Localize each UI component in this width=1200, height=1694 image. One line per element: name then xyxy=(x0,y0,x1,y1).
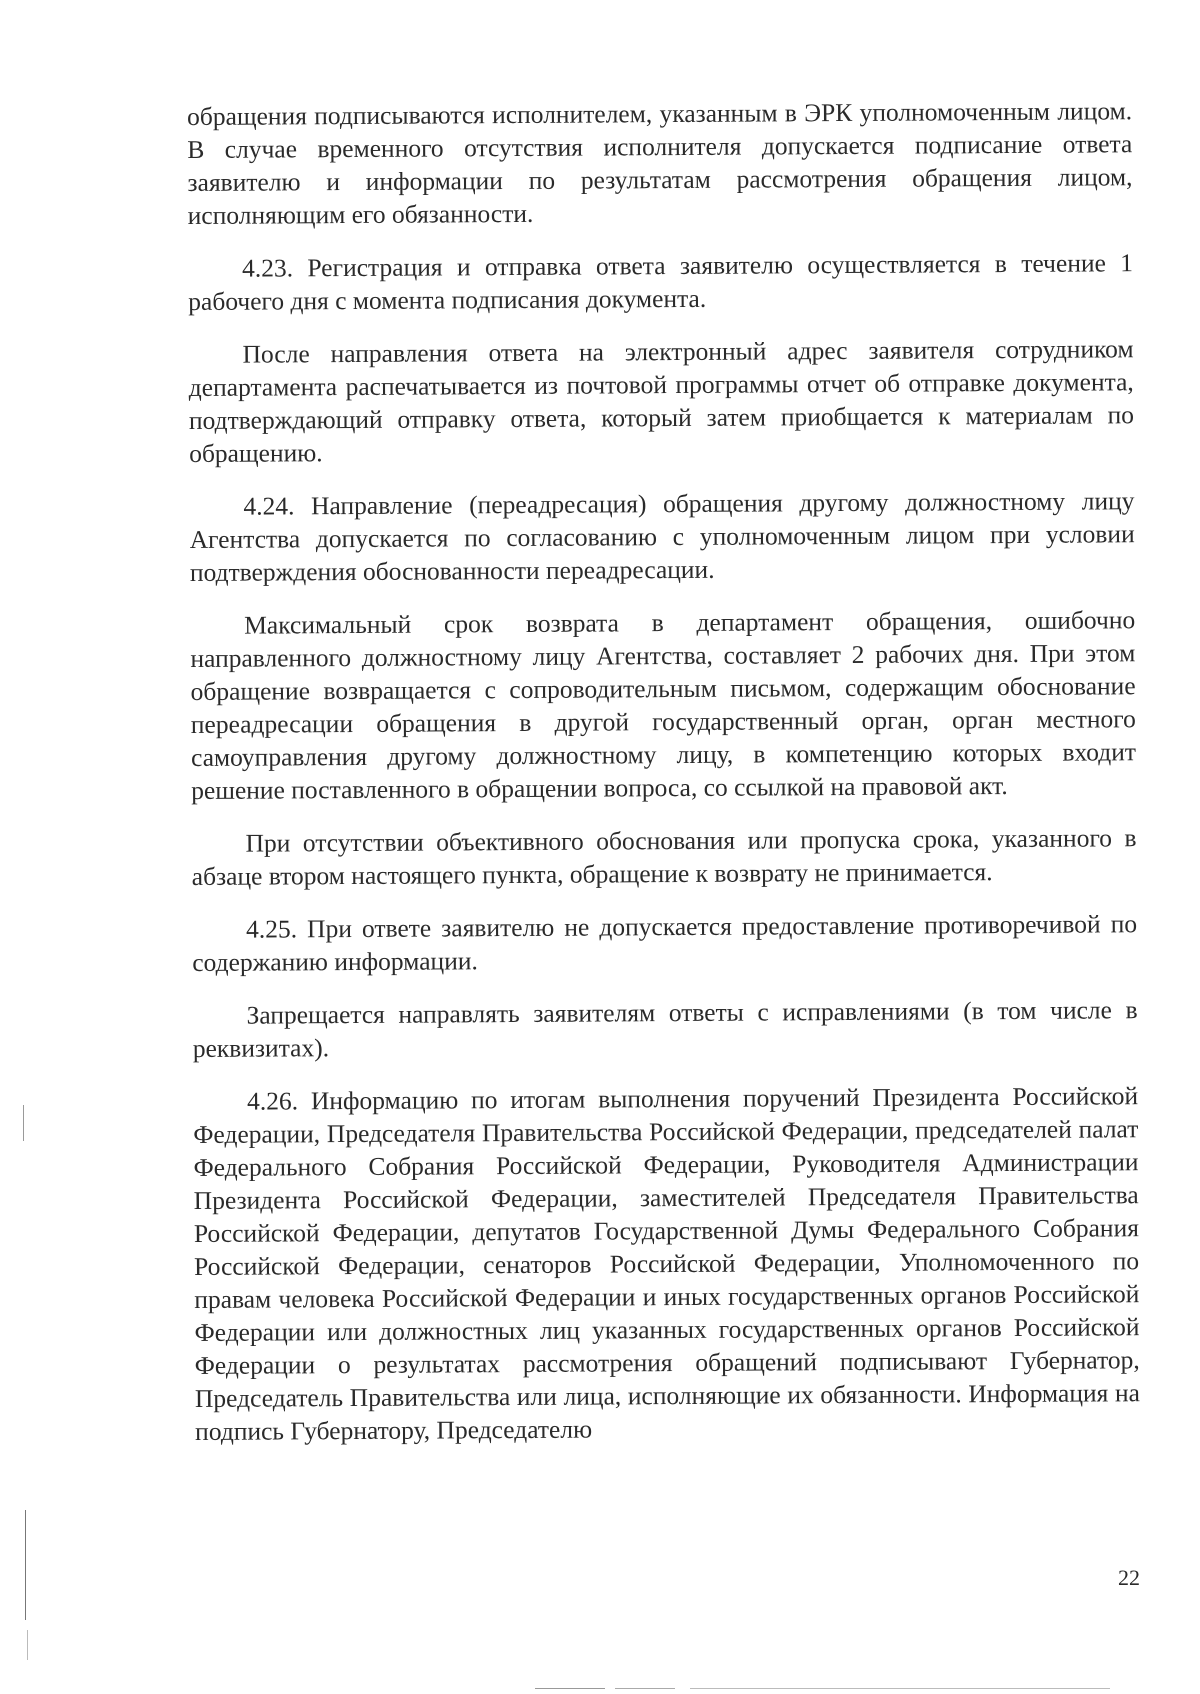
paragraph-4-24-return-term: Максимальный срок возврата в департамент обращения, ошибочно направленного должностному лицу Агентства, составляет 2 рабочих дня. При этом обращение возвращается с сопроводительным письмом, содержащим обоснование переадресации обращения в другой государственный орган, орган местного самоуправления другому должностному лицу, в компетенцию которых входит решение поставленного в обращении вопроса, со ссылкой на правовой акт. xyxy=(190,605,1137,805)
paragraph-4-23: 4.23. Регистрация и отправка ответа заявителю осуществляется в течение 1 рабочего дня с момента подписания документа. xyxy=(188,248,1134,316)
scan-artifact xyxy=(23,1105,24,1141)
paragraph-4-26: 4.26. Информацию по итогам выполнения поручений Президента Российской Федерации, Председателя Правительства Российской Федерации, председателей палат Федерального Собрания Российской Федерации, Руководителя Администрации Президента Российской Федерации, заместителей Председателя Правительства Российской Федерации, депутатов Государственной Думы Федерального Собрания Российской Федерации, сенаторов Российской Федерации, Уполномоченного по правам человека Российской Федерации и иных государственных органов Российской Федерации или должностных лиц указанных государственных органов Российской Федерации о результатах рассмотрения обращений подписывают Губернатор, Председатель Правительства или лица, исполняющие их обязанности. Информация на подпись Губернатору, Председателю xyxy=(193,1081,1141,1446)
page-number: 22 xyxy=(1118,1565,1140,1590)
paragraph-continuation: обращения подписываются исполнителем, указанным в ЭРК уполномоченным лицом. В случае временного отсутствия исполнителя допускается подписание ответа заявителю и информации по результатам рассмотрения обращения лицом, исполняющим его обязанности. xyxy=(187,96,1133,230)
scan-artifact xyxy=(615,1688,675,1689)
scan-artifact xyxy=(690,1688,1110,1689)
paragraph-4-23-sending-report: После направления ответа на электронный адрес заявителя сотрудником департамента распечатывается из почтовой программы отчет об отправке документа, подтверждающий отправку ответа, который затем приобщается к материалам по обращению. xyxy=(188,334,1135,468)
scan-artifact xyxy=(27,1630,28,1660)
paragraph-4-24-no-justification: При отсутствии объективного обоснования или пропуска срока, указанного в абзаце втором настоящего пункта, обращение к возврату не принимается. xyxy=(191,823,1137,891)
paragraph-4-24: 4.24. Направление (переадресация) обращения другому должностному лицу Агентства допускается по согласованию с уполномоченным лицом при условии подтверждения обоснованности переадресации. xyxy=(189,486,1135,587)
scan-artifact xyxy=(535,1688,605,1689)
document-body xyxy=(187,94,1140,1468)
scan-artifact xyxy=(25,1510,26,1620)
paragraph-4-25: 4.25. При ответе заявителю не допускается предоставление противоречивой по содержанию информации. xyxy=(192,909,1138,977)
paragraph-4-25-corrections: Запрещается направлять заявителям ответы с исправлениями (в том числе в реквизитах). xyxy=(192,995,1138,1063)
